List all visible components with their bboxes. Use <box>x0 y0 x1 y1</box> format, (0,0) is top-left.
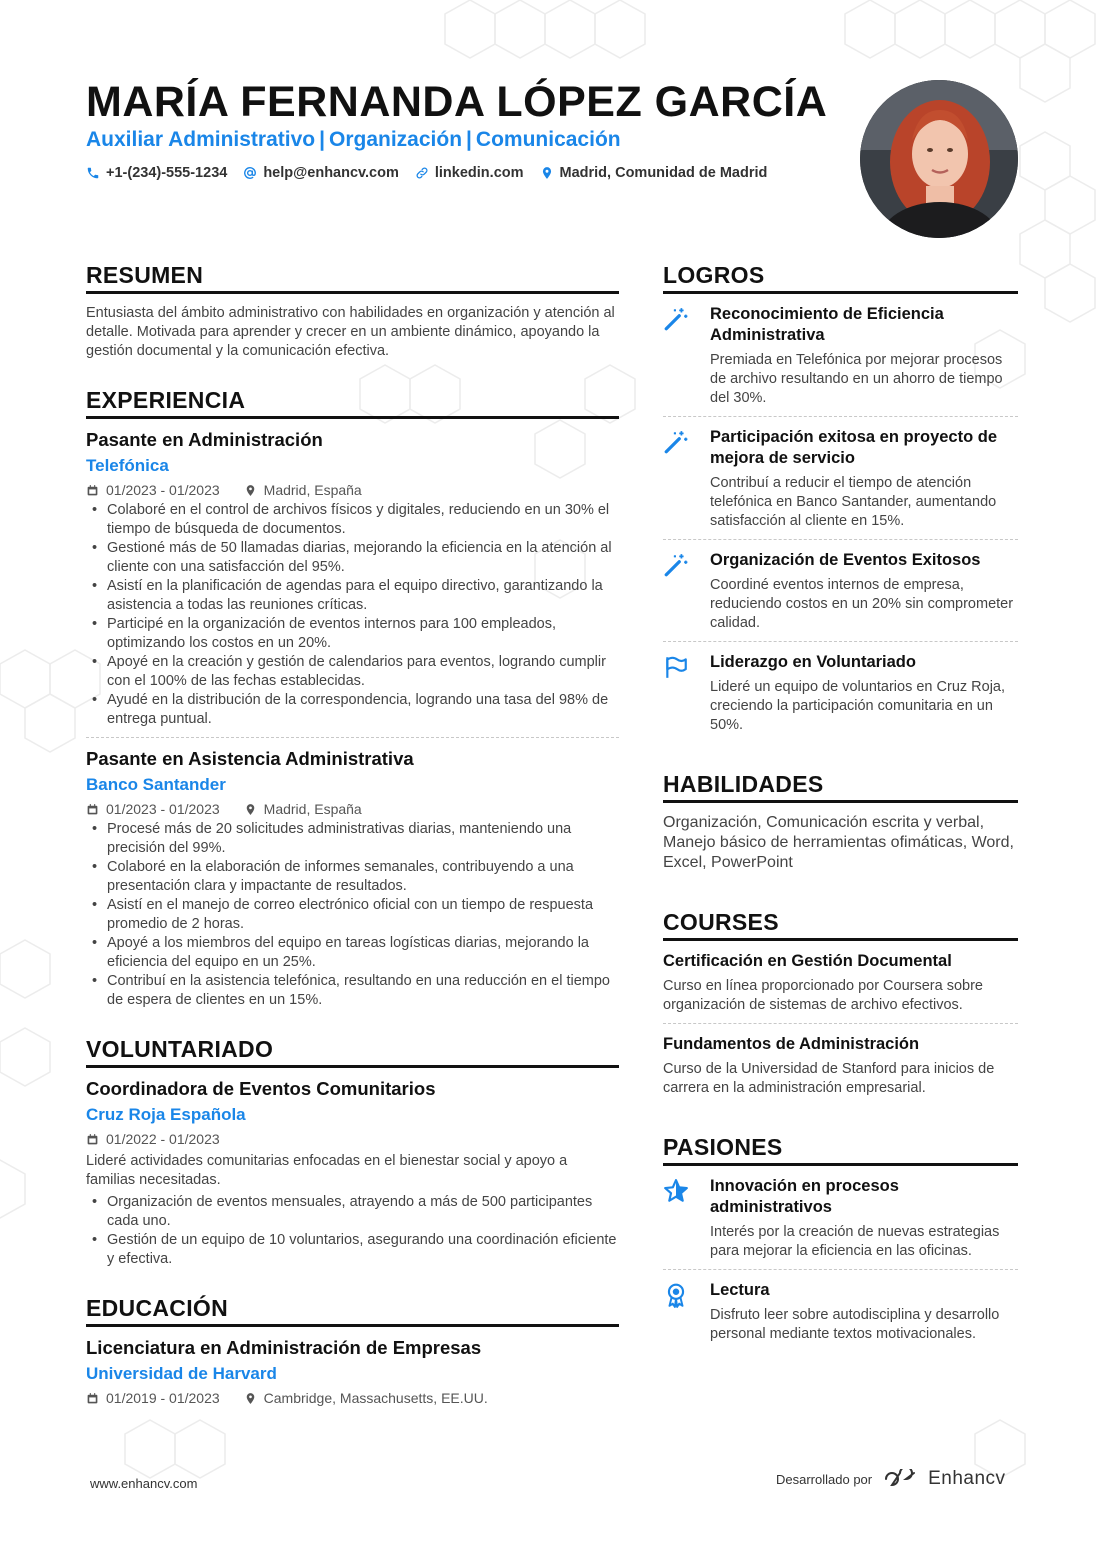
location-icon <box>540 166 554 180</box>
bullet-item: • Colaboré en el control de archivos físicos y digitales, reduciendo en un 30% el tiempo de búsqueda de documentos. <box>86 501 619 539</box>
skills-section <box>663 771 1018 873</box>
section-title-volunteer: VOLUNTARIADO <box>86 1036 619 1068</box>
skills-text: Organización, Comunicación escrita y verbal, Manejo básico de herramientas ofimáticas, Word, Excel, PowerPoint <box>663 814 1014 871</box>
volunteer-dates-text: 01/2022 - 01/2023 <box>106 1131 220 1147</box>
passion-item <box>663 1176 1018 1261</box>
volunteer-meta <box>86 1131 619 1147</box>
job-dates-text: 01/2023 - 01/2023 <box>106 482 220 498</box>
experience-section <box>86 387 619 1010</box>
course-desc: Curso en línea proporcionado por Coursera sobre organización de sistemas de archivo efectivos. <box>663 978 983 1013</box>
achievement-desc: Lideré un equipo de voluntarios en Cruz Roja, creciendo la participación comunitaria en un 50%. <box>710 679 1006 733</box>
phone-icon <box>86 166 100 180</box>
job-location <box>244 482 362 498</box>
bullet-item: • Asistí en el manejo de correo electrónico oficial con un tiempo de respuesta promedio de 2 horas. <box>86 896 619 934</box>
subtitle-part: Auxiliar Administrativo <box>86 128 316 151</box>
enhancv-logo-icon <box>882 1469 918 1489</box>
subtitle-separator: | <box>319 128 325 151</box>
section-title-passions: PASIONES <box>663 1134 1018 1166</box>
company-name[interactable]: Telefónica <box>86 456 169 475</box>
bullet-item: • Contribuí en la asistencia telefónica, resultando en una reducción en el tiempo de espera de clientes en un 15%. <box>86 972 619 1010</box>
passion-desc: Interés por la creación de nuevas estrategias para mejorar la eficiencia en las oficinas. <box>710 1224 1000 1259</box>
section-title-summary: RESUMEN <box>86 262 619 294</box>
candidate-name: MARÍA FERNANDA LÓPEZ GARCÍA <box>86 78 828 126</box>
contact-phone[interactable] <box>86 165 227 181</box>
subtitle-separator: | <box>466 128 472 151</box>
course-title: Fundamentos de Administración <box>663 1035 920 1053</box>
passion-title: Innovación en procesos administrativos <box>710 1177 899 1216</box>
item-divider <box>663 1023 1018 1024</box>
section-title-skills: HABILIDADES <box>663 771 1018 803</box>
location-icon <box>244 803 257 816</box>
degree-title: Licenciatura en Administración de Empresas <box>86 1337 482 1358</box>
bullet-item: • Gestión de un equipo de 10 voluntarios, asegurando una coordinación eficiente y efectiva. <box>86 1231 619 1269</box>
bullet-item: • Apoyé a los miembros del equipo en tareas logísticas diarias, mejorando la eficiencia del equipo en un 25%. <box>86 934 619 972</box>
item-divider <box>86 737 619 738</box>
passions-section <box>663 1134 1018 1344</box>
phone-text: +1-(234)-555-1234 <box>106 165 228 181</box>
section-title-achievements: LOGROS <box>663 262 1018 294</box>
job-location <box>244 801 362 817</box>
education-section <box>86 1295 619 1406</box>
subtitle-part: Comunicación <box>475 128 621 151</box>
flag-icon <box>663 654 689 680</box>
email-text: help@enhancv.com <box>263 165 399 181</box>
course-desc: Curso de la Universidad de Stanford para inicios de carrera en la administración empresarial. <box>663 1061 995 1096</box>
brand-name: Enhancv <box>928 1468 1006 1489</box>
section-title-courses: COURSES <box>663 909 1018 941</box>
achievement-item <box>663 427 1018 531</box>
education-location <box>244 1390 488 1406</box>
job-location-text: Madrid, España <box>263 482 362 498</box>
left-column <box>86 262 619 1432</box>
bullet-item: • Procesé más de 20 solicitudes administrativas diarias, manteniendo una precisión del 99%. <box>86 820 619 858</box>
passion-title: Lectura <box>710 1281 770 1299</box>
location-text: Madrid, Comunidad de Madrid <box>559 165 768 181</box>
job-title: Pasante en Administración <box>86 429 323 450</box>
job-dates-text: 01/2023 - 01/2023 <box>106 801 220 817</box>
bullet-item: • Asistí en la planificación de agendas para el equipo directivo, garantizando la asistencia a todas las reuniones críticas. <box>86 577 619 615</box>
bullet-item: • Colaboré en la elaboración de informes semanales, contribuyendo a una presentación clara y impactante de resultados. <box>86 858 619 896</box>
education-meta <box>86 1390 619 1406</box>
volunteer-org[interactable]: Cruz Roja Española <box>86 1105 246 1124</box>
contact-location <box>540 165 768 181</box>
subtitle-part: Organización <box>329 128 463 151</box>
course-item <box>663 951 1018 1015</box>
magic-wand-icon <box>663 306 689 332</box>
job-dates <box>86 801 220 817</box>
item-divider <box>663 416 1018 417</box>
avatar <box>860 80 1018 238</box>
volunteer-bullets <box>86 1193 619 1269</box>
achievement-desc: Premiada en Telefónica por mejorar procesos de archivo resultando en un ahorro de tiempo del 30%. <box>710 352 1003 406</box>
calendar-icon <box>86 1133 99 1146</box>
achievement-desc: Coordiné eventos internos de empresa, reduciendo costos en un 20% sin comprometer calidad. <box>710 577 1014 631</box>
location-icon <box>244 484 257 497</box>
bullet-item: • Ayudé en la distribución de la correspondencia, logrando una tasa del 98% de entrega puntual. <box>86 691 619 729</box>
candidate-subtitle <box>86 128 621 152</box>
passion-item <box>663 1280 1018 1344</box>
bullet-item: • Apoyé en la creación y gestión de calendarios para eventos, logrando cumplir con el 100% de las fechas establecidas. <box>86 653 619 691</box>
job-bullets <box>86 820 619 1010</box>
volunteer-section <box>86 1036 619 1269</box>
achievement-title: Reconocimiento de Eficiencia Administrativa <box>710 305 944 344</box>
magic-wand-icon <box>663 429 689 455</box>
experience-item <box>86 429 619 729</box>
item-divider <box>663 539 1018 540</box>
education-location-text: Cambridge, Massachusetts, EE.UU. <box>263 1390 488 1406</box>
education-dates <box>86 1390 220 1406</box>
bullet-item: • Gestioné más de 50 llamadas diarias, mejorando la eficiencia en la atención al cliente con una satisfacción del 95%. <box>86 539 619 577</box>
achievement-item <box>663 652 1018 735</box>
link-icon <box>415 166 429 180</box>
achievements-section <box>663 262 1018 735</box>
passion-desc: Disfruto leer sobre autodisciplina y desarrollo personal mediante textos motivacionales. <box>710 1307 1000 1342</box>
profile-photo <box>860 80 1018 238</box>
job-dates <box>86 482 220 498</box>
contact-bar <box>86 165 767 181</box>
company-name[interactable]: Banco Santander <box>86 775 226 794</box>
location-icon <box>244 1392 257 1405</box>
award-ribbon-icon <box>663 1282 689 1308</box>
achievement-title: Liderazgo en Voluntariado <box>710 653 916 671</box>
right-column <box>663 262 1018 1370</box>
at-icon <box>243 166 257 180</box>
magic-wand-icon <box>663 552 689 578</box>
calendar-icon <box>86 803 99 816</box>
job-title: Pasante en Asistencia Administrativa <box>86 748 414 769</box>
achievement-item <box>663 550 1018 633</box>
job-bullets <box>86 501 619 729</box>
achievement-title: Organización de Eventos Exitosos <box>710 551 981 569</box>
bullet-item: • Organización de eventos mensuales, atrayendo a más de 500 participantes cada uno. <box>86 1193 619 1231</box>
bullet-item: • Participé en la organización de eventos internos para 100 empleados, optimizando los costos en un 20%. <box>86 615 619 653</box>
calendar-icon <box>86 484 99 497</box>
section-title-education: EDUCACIÓN <box>86 1295 619 1327</box>
linkedin-text: linkedin.com <box>434 165 524 181</box>
achievement-desc: Contribuí a reducir el tiempo de atención telefónica en Banco Santander, aumentando satisfacción al cliente en 15%. <box>710 475 997 529</box>
experience-item <box>86 748 619 1010</box>
job-meta <box>86 482 619 498</box>
course-title: Certificación en Gestión Documental <box>663 952 952 970</box>
school-name[interactable]: Universidad de Harvard <box>86 1364 277 1383</box>
courses-section <box>663 909 1018 1098</box>
contact-linkedin[interactable] <box>415 165 524 181</box>
job-location-text: Madrid, España <box>263 801 362 817</box>
summary-section <box>86 262 619 361</box>
summary-text: Entusiasta del ámbito administrativo con habilidades en organización y atención al detalle. Motivada para aprender y crecer en un ambiente dinámico, apoyando la gestión documental y la comunicación efectiva. <box>86 305 615 359</box>
contact-email[interactable] <box>243 165 399 181</box>
footer-branding[interactable] <box>776 1468 1006 1490</box>
item-divider <box>663 641 1018 642</box>
course-item <box>663 1034 1018 1098</box>
volunteer-desc: Lideré actividades comunitarias enfocadas en el bienestar social y apoyo a familias necesitadas. <box>86 1153 568 1188</box>
item-divider <box>663 1269 1018 1270</box>
calendar-icon <box>86 1392 99 1405</box>
job-meta <box>86 801 619 817</box>
section-title-experience: EXPERIENCIA <box>86 387 619 419</box>
education-dates-text: 01/2019 - 01/2023 <box>106 1390 220 1406</box>
volunteer-role: Coordinadora de Eventos Comunitarios <box>86 1078 436 1099</box>
achievement-title: Participación exitosa en proyecto de mejora de servicio <box>710 428 998 467</box>
footer-website[interactable]: www.enhancv.com <box>90 1476 198 1491</box>
volunteer-dates <box>86 1131 220 1147</box>
powered-by-label: Desarrollado por <box>776 1471 873 1487</box>
achievement-item <box>663 304 1018 408</box>
star-icon <box>663 1178 689 1204</box>
